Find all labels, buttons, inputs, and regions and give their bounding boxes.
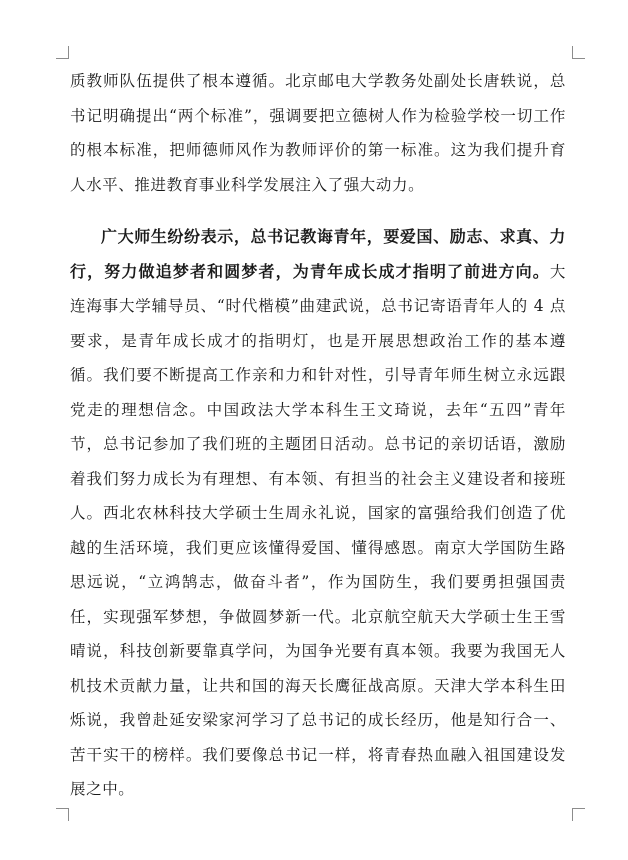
- crop-mark-top-left: [56, 46, 69, 59]
- paragraph-2: [70, 220, 566, 807]
- paragraph-1: 质教师队伍提供了根本遵循。北京邮电大学教务处副处长唐轶说，总书记明确提出“两个标准”，强调要把立德树人作为检验学校一切工作的根本标准，把师德师风作为教师评价的第一标准。这为我们提升育人水平、推进教育事业科学发展注入了强大动力。: [70, 72, 566, 194]
- crop-mark-bottom-left: [56, 808, 69, 821]
- crop-mark-top-right: [572, 46, 585, 59]
- paragraph-2-body: 大连海事大学辅导员、“时代楷模”曲建武说，总书记寄语青年人的 4 点要求，是青年成长成才的指明灯，也是开展思想政治工作的基本遵循。我们要不断提高工作亲和力和针对性，引导青年师生树立永远跟党走的理想信念。中国政法大学本科生王文琦说，去年“五四”青年节，总书记参加了我们班的主题团日活动。总书记的亲切话语，激励着我们努力成长为有理想、有本领、有担当的社会主义建设者和接班人。西北农林科技大学硕士生周永礼说，国家的富强给我们创造了优越的生活环境，我们更应该懂得爱国、懂得感恩。南京大学国防生路思远说，“立鸿鹄志，做奋斗者”，作为国防生，我们要勇担强国责任，实现强军梦想，争做圆梦新一代。北京航空航天大学硕士生王雪晴说，科技创新要靠真学问，为国争光要有真本领。我要为我国无人机技术贡献力量，让共和国的海天长鹰征战高原。天津大学本科生田烁说，我曾赴延安梁家河学习了总书记的成长经历，他是知行合一、苦干实干的榜样。我们要像总书记一样，将青春热血融入祖国建设发展之中。: [70, 262, 566, 798]
- crop-mark-bottom-right: [572, 808, 585, 821]
- document-body: [70, 64, 566, 807]
- paragraph-2-lead: 广大师生纷纷表示，总书记教诲青年，要爱国、励志、求真、力行，努力做追梦者和圆梦者，为青年成长成才指明了前进方向。: [70, 227, 566, 281]
